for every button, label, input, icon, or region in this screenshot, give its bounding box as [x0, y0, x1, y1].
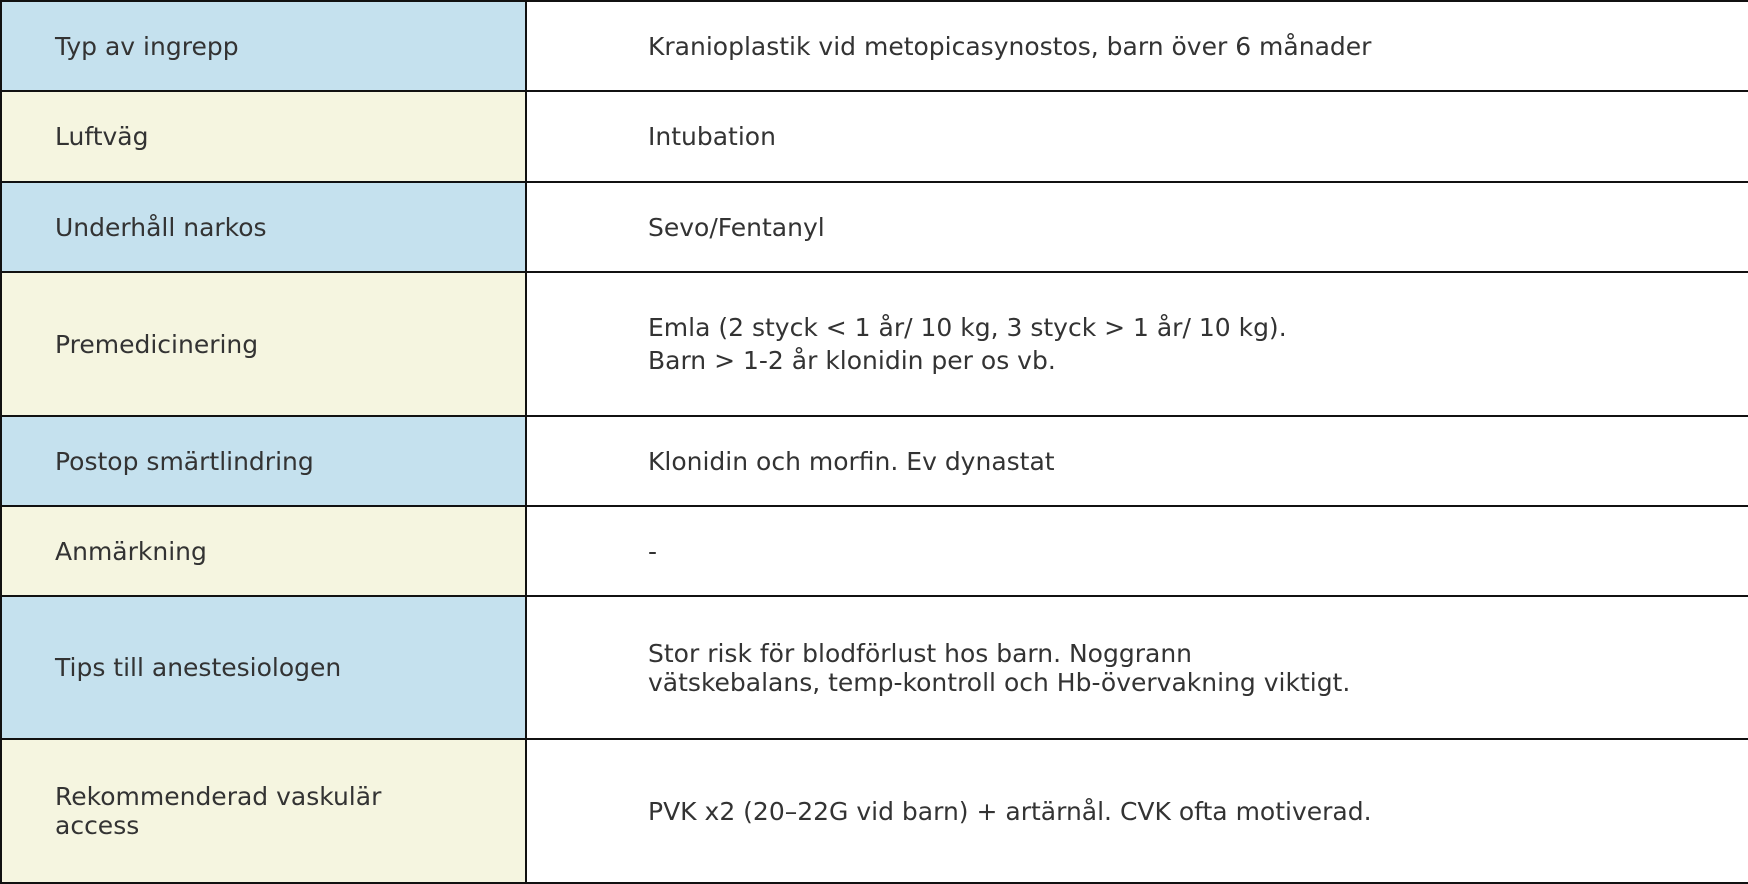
table-row-premedication	[1, 272, 1748, 416]
row-label-cell	[1, 506, 526, 596]
table-row-anesthesiologist-tips	[1, 596, 1748, 739]
table-row-vascular-access	[1, 739, 1748, 883]
row-label-cell	[1, 739, 526, 883]
row-value-line-2: Barn > 1-2 år klonidin per os vb.	[648, 346, 1056, 375]
row-label-cell	[1, 596, 526, 739]
row-value: Intubation	[648, 122, 776, 151]
row-value-cell	[526, 739, 1748, 883]
row-label-cell	[1, 416, 526, 506]
row-label-line-2: access	[55, 811, 140, 840]
row-value: Kranioplastik vid metopicasynostos, barn över 6 månader	[648, 31, 1372, 61]
row-value-cell	[526, 506, 1748, 596]
row-value: -	[648, 536, 658, 566]
row-label-cell	[1, 1, 526, 91]
row-label: Anmärkning	[55, 536, 207, 566]
table-row-anesthesia-maintenance	[1, 182, 1748, 272]
row-value-cell	[526, 1, 1748, 91]
row-value-cell	[526, 416, 1748, 506]
table-row-remark	[1, 506, 1748, 596]
row-label-cell	[1, 182, 526, 272]
row-label: Tips till anestesiologen	[55, 653, 342, 682]
row-value-cell	[526, 596, 1748, 739]
row-value-line-2: vätskebalans, temp-kontroll och Hb-övervakning viktigt.	[648, 667, 1351, 697]
row-value-cell	[526, 182, 1748, 272]
row-label: Postop smärtlindring	[55, 446, 314, 476]
row-label: Typ av ingrepp	[55, 31, 239, 61]
row-value: Sevo/Fentanyl	[648, 212, 825, 242]
row-value-line-1: Stor risk för blodförlust hos barn. Noggrann	[648, 638, 1193, 668]
row-value-cell	[526, 272, 1748, 416]
row-label-cell	[1, 272, 526, 416]
table-row-airway	[1, 91, 1748, 182]
row-label: Underhåll narkos	[55, 212, 267, 242]
row-label: Premedicinering	[55, 329, 259, 359]
row-label-line-1: Rekommenderad vaskulär	[55, 782, 382, 811]
row-label: Luftväg	[55, 122, 149, 151]
table-row-procedure-type	[1, 1, 1748, 91]
table-row-postop-pain-relief	[1, 416, 1748, 506]
row-value-cell	[526, 91, 1748, 182]
row-value: Klonidin och morfin. Ev dynastat	[648, 446, 1055, 476]
row-value: PVK x2 (20–22G vid barn) + artärnål. CVK ofta motiverad.	[648, 796, 1372, 826]
row-label-cell	[1, 91, 526, 182]
row-value-line-1: Emla (2 styck < 1 år/ 10 kg, 3 styck > 1 år/ 10 kg).	[648, 313, 1287, 342]
